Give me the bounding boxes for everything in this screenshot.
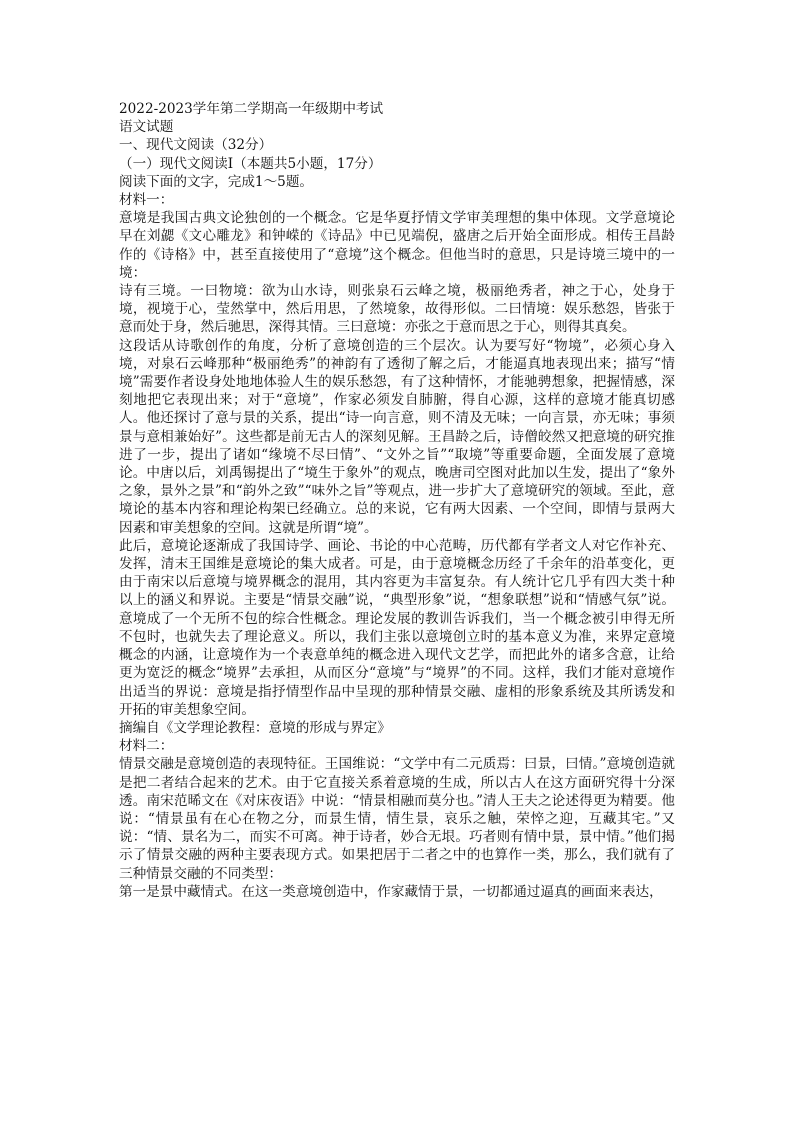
instruction: 阅读下面的文字，完成1～5题。 — [119, 173, 314, 190]
section-heading: 一、现代文阅读（32分） — [119, 137, 273, 154]
exam-page — [119, 100, 675, 901]
subject-title: 语文试题 — [119, 119, 174, 136]
material-1-paragraph-1: 意境是我国古典文论独创的一个概念。它是华夏抒情文学审美理想的集中体现。文学意境论早在刘勰《文心雕龙》和钟嵘的《诗品》中已见端倪，盛唐之后开始全面形成。相传王昌龄作的《诗格》中，甚至直接使用了“意境”这个概念。但他当时的意思，只是诗境三境中的一境： — [119, 210, 675, 281]
material-1-label: 材料一： — [119, 192, 174, 209]
material-1-source: 摘编自《文学理论教程：意境的形成与界定》 — [119, 719, 391, 736]
material-2-paragraph-1: 情景交融是意境创造的表现特征。王国维说：“文学中有二元质焉：曰景，曰情。”意境创造就是把二者结合起来的艺术。由于它直接关系着意境的生成，所以古人在这方面研究得十分深透。南宋范晞文在《对床夜语》中说：“情景相融而莫分也。”清人王夫之论述得更为精要。他说：“情景虽有在心在物之分，而景生情，情生景，哀乐之触，荣悴之迎，互藏其宅。”又说：“情、景名为二，而实不可离。神于诗者，妙合无垠。巧者则有情中景，景中情。”他们揭示了情景交融的两种主要表现方式。如果把居于二者之中的也算作一类，那么，我们就有了三种情景交融的不同类型： — [119, 756, 675, 882]
subsection-heading: （一）现代文阅读Ⅰ（本题共5小题，17分） — [119, 155, 382, 172]
material-2-label: 材料二： — [119, 738, 174, 755]
exam-title: 2022-2023学年第二学期高一年级期中考试 — [119, 101, 384, 117]
material-1-paragraph-3: 这段话从诗歌创作的角度，分析了意境创造的三个层次。认为要写好“物境”，必须心身入境，对泉石云峰那种“极丽绝秀”的神韵有了透彻了解之后，才能逼真地表现出来；描写“情境”需要作者设身处地地体验人生的娱乐愁怨，有了这种情怀，才能驰骋想象，把握情感，深刻地把它表现出来；对于“意境”，作家必须发自肺腑，得自心源，这样的意境才能真切感人。他还探讨了意与景的关系，提出“诗一向言意，则不清及无味；一向言景，亦无味；事须景与意相兼始好”。这些都是前无古人的深刻见解。王昌龄之后，诗僧皎然又把意境的研究推进了一步，提出了诸如“缘境不尽曰情”、“文外之旨”“取境”等重要命题，全面发展了意境论。中唐以后，刘禹锡提出了“境生于象外”的观点，晚唐司空图对此加以生发，提出了“象外之象，景外之景”和“韵外之致”“味外之旨”等观点，进一步扩大了意境研究的领域。至此，意境论的基本内容和理论构架已经确立。总的来说，它有两大因素、一个空间，即情与景两大因素和审美想象的空间。这就是所谓“境”。 — [119, 337, 675, 536]
material-1-paragraph-2: 诗有三境。一曰物境：欲为山水诗，则张泉石云峰之境，极丽绝秀者，神之于心，处身于境，视境于心，莹然掌中，然后用思，了然境象，故得形似。二曰情境：娱乐愁怨，皆张于意而处于身，然后驰思，深得其情。三曰意境：亦张之于意而思之于心，则得其真矣。 — [119, 283, 675, 336]
material-1-paragraph-4: 此后，意境论逐渐成了我国诗学、画论、书论的中心范畴，历代都有学者文人对它作补充、发挥，清末王国维是意境论的集大成者。可是，由于意境概念历经了千余年的沿革变化，更由于南宋以后意境与境界概念的混用，其内容更为丰富复杂。有人统计它几乎有四大类十种以上的涵义和界说。主要是“情景交融”说，“典型形象”说，“想象联想”说和“情感气氛”说。意境成了一个无所不包的综合性概念。理论发展的教训告诉我们，当一个概念被引申得无所不包时，也就失去了理论意义。所以，我们主张以意境创立时的基本意义为准，来界定意境概念的内涵，让意境作为一个表意单纯的概念进入现代文艺学，而把此外的诸多含意，让给更为宽泛的概念“境界”去承担，从而区分“意境”与“境界”的不同。这样，我们才能对意境作出适当的界说：意境是指抒情型作品中呈现的那种情景交融、虚相的形象系统及其所诱发和开拓的审美想象空间。 — [119, 537, 675, 718]
material-2-paragraph-2: 第一是景中藏情式。在这一类意境创造中，作家藏情于景，一切都通过逼真的画面来表达， — [119, 883, 663, 900]
